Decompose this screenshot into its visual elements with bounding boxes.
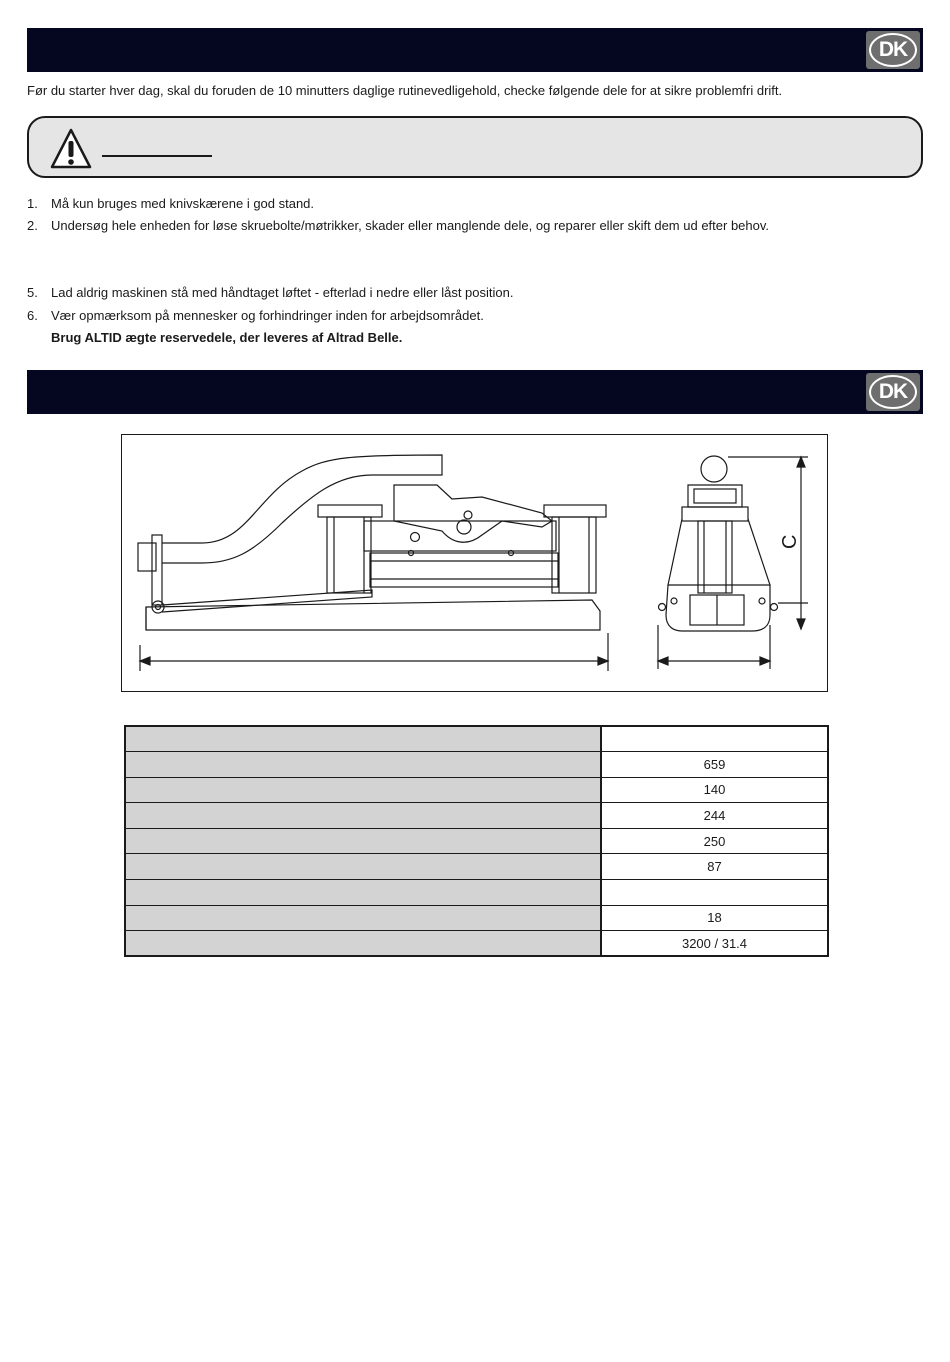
spec-table (124, 725, 829, 957)
machine-line-drawing (122, 435, 827, 691)
warning-triangle-icon (49, 127, 93, 171)
intro-text: Før du starter hver dag, skal du foruden de 10 minutters daglige rutinevedligehold, checke følgende dele for at sikre problemfri drift. (27, 83, 783, 98)
front-side-struts (668, 519, 770, 585)
table-row: 18 (125, 905, 828, 931)
dk-badge: DK (866, 373, 920, 411)
reserve-parts-note: Brug ALTID ægte reservedele, der leveres af Altrad Belle. (51, 330, 403, 345)
table-row: 3200 / 31.4 (125, 931, 828, 957)
table-row: 87 (125, 854, 828, 880)
front-base-frame (666, 585, 770, 631)
list-item: 2. Undersøg hele enheden for løse skruebolte/møtrikker, skader eller manglende dele, og reparer eller skift dem ud efter behov. (27, 218, 770, 233)
dimension-label-c: C (779, 534, 801, 549)
table-row (125, 726, 828, 752)
warning-box (27, 116, 923, 178)
table-row: 659 (125, 752, 828, 778)
section-header-bar (27, 28, 923, 72)
side-handle-grip (138, 543, 156, 571)
list-item: 1. Må kun bruges med knivskærene i god stand. (27, 196, 315, 211)
list-item: 6. Vær opmærksom på mennesker og forhindringer inden for arbejdsområdet. (27, 308, 484, 323)
warning-underline (102, 155, 212, 157)
section-header-bar (27, 370, 923, 414)
side-curved-handle (162, 455, 442, 563)
machine-drawing (121, 434, 828, 692)
front-column (698, 521, 732, 593)
side-right-cap (544, 505, 606, 517)
table-row: 244 (125, 803, 828, 829)
table-row (125, 880, 828, 906)
table-row: 140 (125, 777, 828, 803)
table-row: 250 (125, 828, 828, 854)
dk-badge: DK (866, 31, 920, 69)
side-base-plate (146, 600, 600, 630)
side-left-cap (318, 505, 382, 517)
side-blade-housing (364, 521, 556, 551)
front-handle-end (701, 456, 727, 482)
list-item: 5. Lad aldrig maskinen stå med håndtaget løftet - efterlad i nedre eller låst position. (27, 285, 514, 300)
front-handle-frame (688, 485, 742, 507)
